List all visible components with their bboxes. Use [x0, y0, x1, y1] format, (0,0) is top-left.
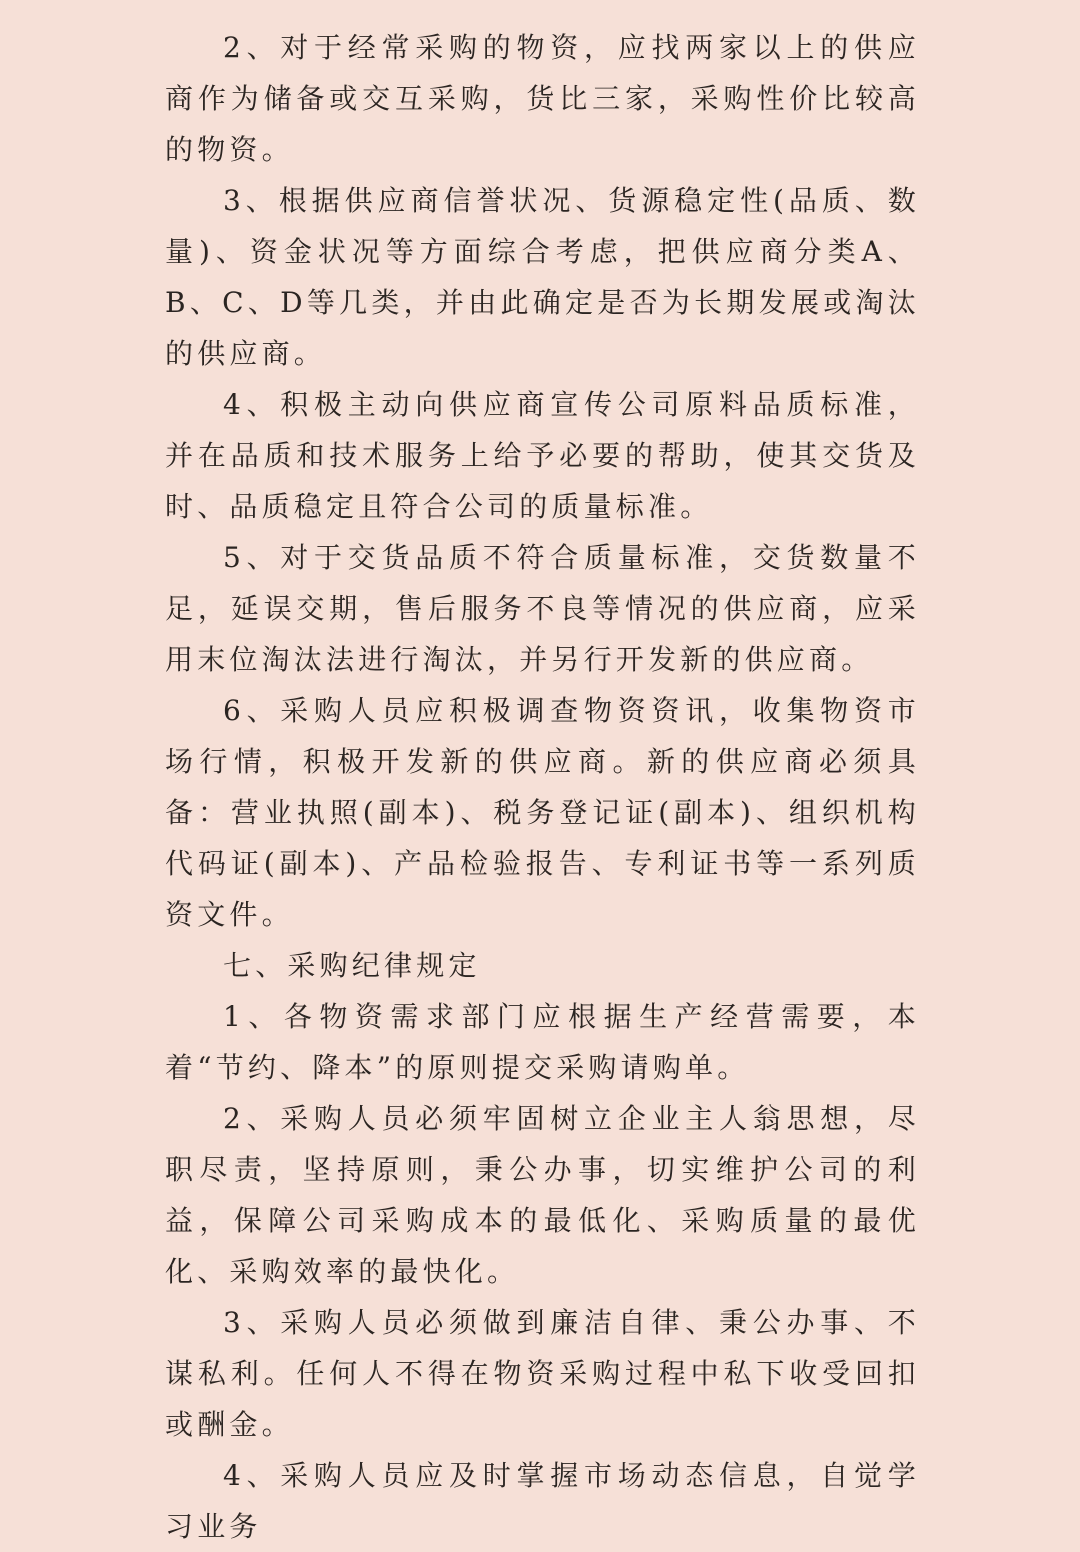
paragraph-item-2: 2、对于经常采购的物资，应找两家以上的供应商作为储备或交互采购，货比三家，采购性价比较高的物资。	[165, 31, 920, 166]
paragraph-item-5: 5、对于交货品质不符合质量标准，交货数量不足，延误交期，售后服务不良等情况的供应商，应采用末位淘汰法进行淘汰，并另行开发新的供应商。	[165, 541, 920, 676]
rule-item-1: 1、各物资需求部门应根据生产经营需要，本着“节约、降本”的原则提交采购请购单。	[165, 1000, 920, 1084]
paragraph-item-4: 4、积极主动向供应商宣传公司原料品质标准，并在品质和技术服务上给予必要的帮助，使其交货及时、品质稳定且符合公司的质量标准。	[165, 388, 920, 523]
paragraph-item-3: 3、根据供应商信誉状况、货源稳定性(品质、数量)、资金状况等方面综合考虑，把供应商分类A、B、C、D等几类，并由此确定是否为长期发展或淘汰的供应商。	[165, 184, 920, 370]
rule-item-2: 2、采购人员必须牢固树立企业主人翁思想，尽职尽责，坚持原则，秉公办事，切实维护公司的利益，保障公司采购成本的最低化、采购质量的最优化、采购效率的最快化。	[165, 1102, 920, 1288]
paragraph-item-6: 6、采购人员应积极调查物资资讯，收集物资市场行情，积极开发新的供应商。新的供应商必须具备：营业执照(副本)、税务登记证(副本)、组织机构代码证(副本)、产品检验报告、专利证书等一系列质资文件。	[165, 694, 920, 931]
section-heading: 七、采购纪律规定	[223, 949, 481, 982]
rule-item-3: 3、采购人员必须做到廉洁自律、秉公办事、不谋私利。任何人不得在物资采购过程中私下收受回扣或酬金。	[165, 1306, 920, 1441]
rule-item-4: 4、采购人员应及时掌握市场动态信息，自觉学习业务	[165, 1459, 920, 1543]
